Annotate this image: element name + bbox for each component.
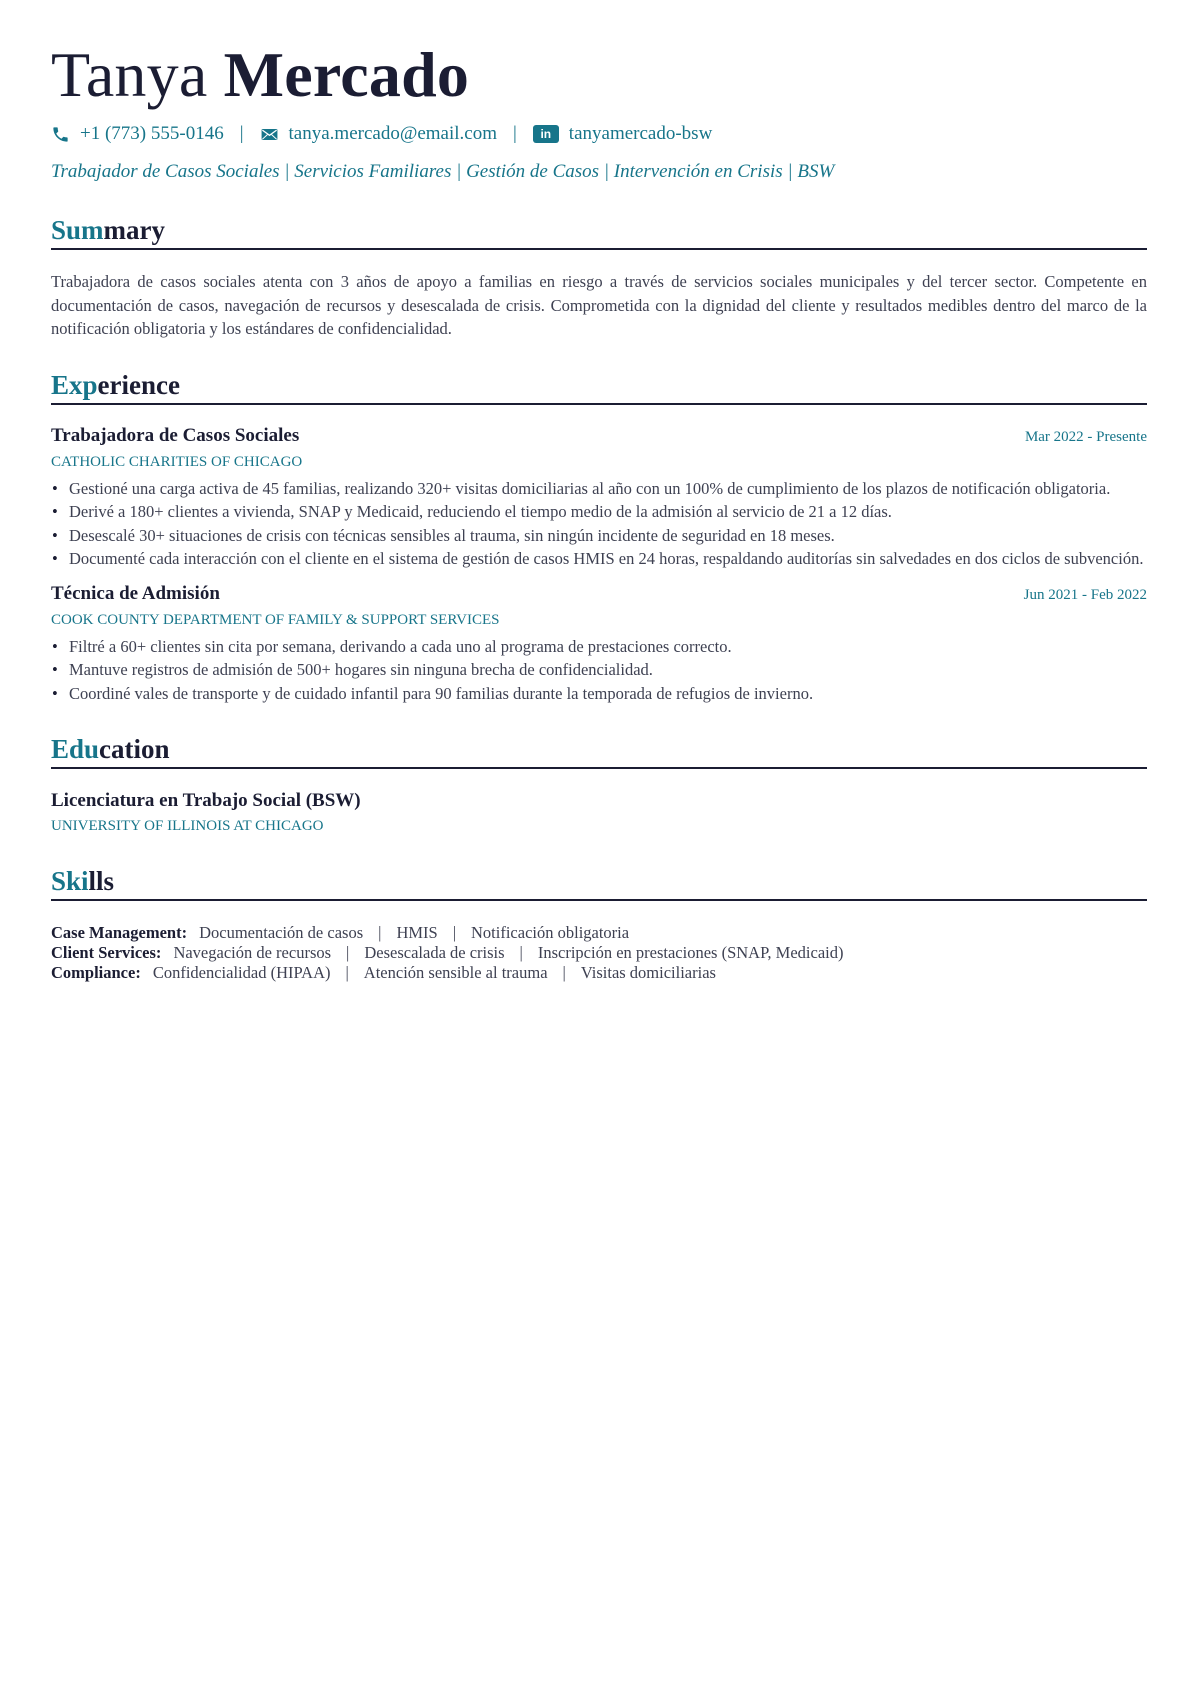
experience-section-header [51, 365, 1147, 405]
education-section-header [51, 729, 1147, 769]
skill-item: Notificación obligatoria [471, 923, 630, 942]
skill-separator: | [378, 923, 382, 942]
skill-separator: | [452, 923, 457, 942]
skill-item: Confidencialidad (HIPAA) [152, 963, 331, 982]
education-entry [51, 789, 1147, 837]
skill-item: Documentación de casos [199, 923, 364, 942]
job-dates: Mar 2022 - Presente [1024, 428, 1147, 445]
bullet-item: • Mantuve registros de admisión de 500+ hogares sin ninguna brecha de confidencialidad. [51, 658, 1147, 682]
bullet-item: • Derivé a 180+ clientes a vivienda, SNAP y Medicaid, reduciendo el tiempo medio de la admisión al servicio de 21 a 12 días. [51, 500, 1147, 524]
email-address: tanya.mercado@email.com [288, 123, 497, 144]
phone-icon [51, 125, 70, 144]
skills-list [51, 923, 1147, 983]
bullet-item: • Desescalé 30+ situaciones de crisis con técnicas sensibles al trauma, sin ningún incidente de seguridad en 18 meses. [51, 524, 1147, 548]
candidate-name [51, 36, 1147, 114]
linkedin-contact[interactable] [533, 123, 713, 145]
job-organization: COOK COUNTY DEPARTMENT OF FAMILY & SUPPORT SERVICES [51, 611, 500, 628]
summary-section-header [51, 210, 1147, 250]
section-title: Skills [51, 866, 115, 896]
skill-item: Inscripción en prestaciones (SNAP, Medicaid) [537, 943, 844, 962]
bullet-item: • Coordiné vales de transporte y de cuidado infantil para 90 familias durante la temporada de refugios de invierno. [51, 682, 1147, 706]
email-contact[interactable] [260, 123, 497, 145]
skill-category: Case Management: [51, 923, 188, 942]
skill-row [51, 963, 1147, 983]
bullet-item: • Gestioné una carga activa de 45 familias, realizando 320+ visitas domiciliarias al año con un 100% de cumplimiento de los plazos de notificación obligatoria. [51, 477, 1147, 501]
skill-separator: | [345, 963, 349, 982]
section-title: Education [51, 734, 170, 764]
job-title: Trabajadora de Casos Sociales [51, 424, 300, 446]
job-organization: CATHOLIC CHARITIES OF CHICAGO [51, 453, 303, 470]
headline-tagline: Trabajador de Casos Sociales | Servicios Familiares | Gestión de Casos | Intervención en Crisis | BSW [51, 161, 835, 182]
phone-contact[interactable] [51, 123, 224, 145]
job-entry [51, 425, 1147, 571]
section-title: Summary [51, 215, 166, 245]
section-title: Experience [51, 369, 180, 400]
phone-number: +1 (773) 555-0146 [80, 123, 224, 144]
bullet-item: • Documenté cada interacción con el cliente en el sistema de gestión de casos HMIS en 24 horas, respaldando auditorías sin salvedades en dos ciclos de subvención. [51, 547, 1147, 571]
job-title: Técnica de Admisión [51, 582, 220, 604]
skill-separator: | [519, 943, 523, 962]
job-bullets [51, 635, 1147, 706]
skill-category: Compliance: [51, 963, 141, 982]
contact-line [51, 120, 1147, 148]
job-dates: Jun 2021 - Feb 2022 [1023, 586, 1147, 603]
skill-item: Visitas domiciliarias [580, 963, 716, 982]
bullet-item: • Filtré a 60+ clientes sin cita por semana, derivando a cada uno al programa de prestaciones correcto. [51, 635, 1147, 659]
job-bullets [51, 477, 1147, 571]
contact-separator: | [239, 123, 244, 144]
summary-text: Trabajadora de casos sociales atenta con 3 años de apoyo a familias en riesgo a través de servicios sociales municipales y del tercer sector. Competente en documentación de casos, navegación de recursos y desescalada de crisis. Comprometida con la dignidad del cliente y resultados medibles dentro del marco de la notificación obligatoria y los estándares de confidencialidad. [51, 272, 1147, 338]
skill-item: Navegación de recursos [173, 943, 332, 962]
resume-page [51, 0, 1147, 983]
skill-separator: | [562, 963, 566, 982]
first-name: Tanya [51, 39, 208, 110]
skill-separator: | [346, 943, 350, 962]
contact-separator: | [512, 123, 517, 144]
skill-item: HMIS [396, 923, 438, 942]
mail-icon [260, 125, 279, 144]
school-name: UNIVERSITY OF ILLINOIS AT CHICAGO [51, 818, 324, 834]
linkedin-handle: tanyamercado-bsw [568, 123, 713, 144]
degree-title: Licenciatura en Trabajo Social (BSW) [51, 790, 361, 811]
last-name: Mercado [223, 39, 470, 110]
skill-item: Atención sensible al trauma [363, 963, 548, 982]
skill-row [51, 943, 1147, 963]
skill-category: Client Services: [51, 943, 162, 962]
linkedin-icon: in [533, 125, 559, 143]
skill-item: Desescalada de crisis [364, 943, 505, 962]
job-entry [51, 583, 1147, 706]
skill-row [51, 923, 1147, 943]
skills-section-header [51, 861, 1147, 901]
